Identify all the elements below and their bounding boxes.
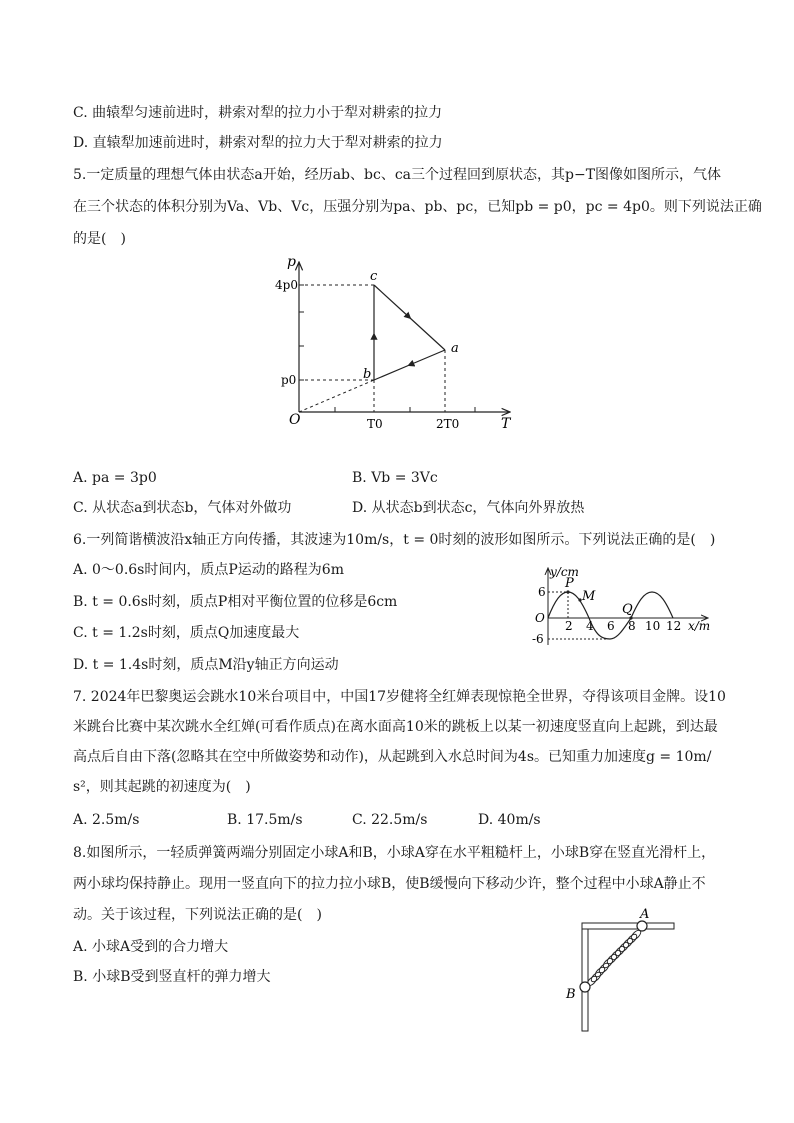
q6-option-b: B. t = 0.6s时刻，质点P相对平衡位置的位移是6cm (73, 594, 398, 610)
q7-option-c: C. 22.5m/s (352, 812, 428, 828)
q7-line-3: 高点后自由下落(忽略其在空中所做姿势和动作)，从起跳到入水总时间为4s。已知重力加速度g = 10m/ (73, 749, 712, 765)
q6-stem: 6.一列简谐横波沿x轴正方向传播，其波速为10m/s，t = 0时刻的波形如图所示。下列说法正确的是( ) (73, 532, 716, 548)
label-Q: Q (622, 602, 633, 617)
spring (586, 929, 643, 988)
q7-line-1: 7. 2024年巴黎奥运会跳水10米台项目中，中国17岁健将全红婵表现惊艳全世界，夺得该项目金牌。设10 (73, 689, 726, 705)
tick-y-neg: -6 (532, 632, 544, 646)
ball-A (637, 921, 647, 931)
tick-label-T0: T0 (367, 417, 383, 431)
q5-option-c: C. 从状态a到状态b，气体对外做功 (73, 500, 292, 516)
point-label-a: a (451, 341, 459, 356)
q8-line-3: 动。关于该过程，下列说法正确的是( ) (73, 907, 322, 923)
axis-label-T: T (501, 416, 511, 432)
tick-x-6: 6 (607, 619, 615, 633)
q7-line-4: s²，则其起跳的初速度为( ) (73, 779, 251, 795)
q7-option-b: B. 17.5m/s (227, 812, 303, 828)
q8-line-1: 8.如图所示，一轻质弹簧两端分别固定小球A和B，小球A穿在水平粗糙杆上，小球B穿在竖直光滑杆上， (73, 845, 716, 861)
q5-stem-line-3: 的是( ) (73, 231, 126, 247)
q5-stem-line-1: 5.一定质量的理想气体由状态a开始，经历ab、bc、ca三个过程回到原状态，其p−T图像如图所示，气体 (73, 167, 722, 183)
q8-line-2: 两小球均保持静止。现用一竖直向下的拉力拉小球B，使B缓慢向下移动少许，整个过程中小球A静止不 (73, 876, 706, 892)
ball-B (580, 982, 590, 992)
q5-option-d: D. 从状态b到状态c，气体向外界放热 (352, 500, 585, 516)
q6-option-a: A. 0～0.6s时间内，质点P运动的路程为6m (73, 562, 344, 578)
q7-line-2: 米跳台比赛中某次跳水全红婵(可看作质点)在离水面高10米的跳板上以某一初速度竖直向上起跳，到达最 (73, 719, 718, 735)
q5-option-b: B. Vb = 3Vc (352, 470, 438, 486)
tick-x-2: 2 (565, 619, 573, 633)
q8-option-b: B. 小球B受到竖直杆的弹力增大 (73, 969, 271, 985)
q4-option-d: D. 直辕犁加速前进时，耕索对犁的拉力大于犁对耕索的拉力 (73, 135, 443, 151)
process-ab (374, 350, 445, 380)
tick-x-10: 10 (645, 619, 661, 633)
origin-label: O (535, 611, 545, 625)
q7-option-d: D. 40m/s (478, 812, 541, 828)
horizontal-rod (582, 923, 674, 929)
tick-x-8: 8 (628, 619, 636, 633)
q8-option-a: A. 小球A受到的合力增大 (73, 939, 229, 955)
label-M: M (582, 589, 596, 604)
q5-option-a: A. pa = 3p0 (73, 470, 157, 486)
q5-pT-figure (275, 250, 525, 440)
tick-label-2T0: 2T0 (436, 417, 460, 431)
q6-wave-figure (528, 560, 718, 655)
q4-option-c: C. 曲辕犁匀速前进时，耕索对犁的拉力小于犁对耕索的拉力 (73, 105, 443, 121)
q5-stem-line-2: 在三个状态的体积分别为Va、Vb、Vc，压强分别为pa、pb、pc，已知pb = p0，pc = 4p0。则下列说法正确 (73, 199, 762, 215)
tick-label-p0: p0 (281, 373, 297, 387)
dashed-origin-line (299, 380, 374, 412)
axis-label-p: p (287, 254, 296, 270)
axis-label-x: x/m (688, 619, 711, 633)
label-B: B (566, 987, 576, 1002)
tick-x-4: 4 (586, 619, 594, 633)
label-A: A (640, 907, 650, 922)
origin-label: O (289, 412, 301, 428)
q8-spring-figure (560, 905, 685, 1035)
q6-option-c: C. t = 1.2s时刻，质点Q加速度最大 (73, 625, 300, 641)
label-P: P (565, 576, 574, 591)
axis-label-y: y/cm (550, 565, 579, 579)
tick-y-pos: 6 (538, 585, 546, 599)
tick-label-4p0: 4p0 (275, 278, 298, 292)
tick-x-12: 12 (666, 619, 682, 633)
q7-option-a: A. 2.5m/s (73, 812, 140, 828)
vertical-rod (582, 923, 588, 1031)
point-label-c: c (370, 269, 378, 284)
q6-option-d: D. t = 1.4s时刻，质点M沿y轴正方向运动 (73, 657, 339, 673)
point-label-b: b (363, 367, 372, 382)
process-ca (374, 285, 445, 350)
